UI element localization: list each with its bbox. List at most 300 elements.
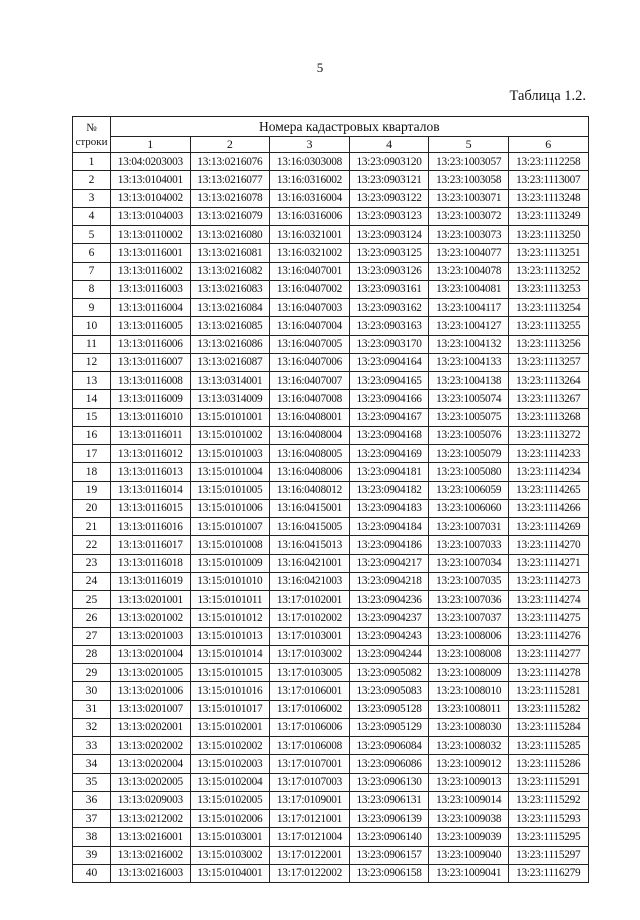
table-row [73,262,589,280]
cadastral-number-cell: 13:23:1004133 [429,353,509,371]
cadastral-number-cell: 13:13:0116003 [111,280,191,298]
cadastral-number-cell: 13:13:0201002 [111,609,191,627]
cadastral-number-cell: 13:13:0116014 [111,481,191,499]
cadastral-number-cell: 13:13:0201005 [111,664,191,682]
cadastral-number-cell: 13:13:0116002 [111,262,191,280]
cadastral-number-cell: 13:17:0106002 [270,700,350,718]
row-number-cell: 4 [73,207,111,225]
cadastral-number-cell: 13:15:0104001 [190,864,270,882]
cadastral-number-cell: 13:23:1007033 [429,536,509,554]
cadastral-number-cell: 13:23:1114276 [508,627,588,645]
cadastral-number-cell: 13:23:1006060 [429,499,509,517]
cadastral-number-cell: 13:23:0904165 [349,372,429,390]
row-number-cell: 8 [73,280,111,298]
cadastral-number-cell: 13:04:0203003 [111,153,191,171]
cadastral-number-cell: 13:16:0408012 [270,481,350,499]
cadastral-number-cell: 13:23:1003057 [429,153,509,171]
cadastral-number-cell: 13:23:1007037 [429,609,509,627]
cadastral-number-cell: 13:15:0101001 [190,408,270,426]
cadastral-number-cell: 13:23:1008032 [429,737,509,755]
row-number-cell: 29 [73,664,111,682]
cadastral-number-cell: 13:13:0216081 [190,244,270,262]
row-number-cell: 37 [73,810,111,828]
cadastral-quarters-table [72,116,589,883]
cadastral-number-cell: 13:23:0905128 [349,700,429,718]
table-row [73,189,589,207]
row-number-cell: 27 [73,627,111,645]
column-header: 1 [111,137,191,153]
cadastral-number-cell: 13:23:1115293 [508,810,588,828]
table-row [73,207,589,225]
cadastral-number-cell: 13:13:0212002 [111,810,191,828]
table-row [73,536,589,554]
cadastral-number-cell: 13:13:0202005 [111,773,191,791]
row-number-cell: 30 [73,682,111,700]
cadastral-number-cell: 13:17:0103002 [270,645,350,663]
cadastral-number-cell: 13:15:0101007 [190,518,270,536]
row-number-cell: 3 [73,189,111,207]
cadastral-number-cell: 13:23:1113255 [508,317,588,335]
cadastral-number-cell: 13:15:0101003 [190,445,270,463]
cadastral-number-cell: 13:16:0408005 [270,445,350,463]
cadastral-number-cell: 13:23:0904183 [349,499,429,517]
cadastral-number-cell: 13:23:0906131 [349,791,429,809]
row-number-cell: 32 [73,718,111,736]
cadastral-number-cell: 13:13:0116013 [111,463,191,481]
column-header: 5 [429,137,509,153]
cadastral-number-cell: 13:23:1113254 [508,299,588,317]
cadastral-number-cell: 13:23:0904181 [349,463,429,481]
cadastral-number-cell: 13:23:1009041 [429,864,509,882]
column-header: 4 [349,137,429,153]
cadastral-number-cell: 13:13:0116018 [111,554,191,572]
cadastral-number-cell: 13:13:0216082 [190,262,270,280]
cadastral-number-cell: 13:16:0407008 [270,390,350,408]
cadastral-number-cell: 13:23:1115282 [508,700,588,718]
cadastral-number-cell: 13:13:0216080 [190,226,270,244]
table-row [73,755,589,773]
table-row [73,280,589,298]
cadastral-number-cell: 13:23:0903162 [349,299,429,317]
page-number: 5 [316,60,324,75]
cadastral-number-cell: 13:23:1113249 [508,207,588,225]
table-row [73,700,589,718]
table-row [73,353,589,371]
cadastral-number-cell: 13:23:1009039 [429,828,509,846]
cadastral-number-cell: 13:13:0216002 [111,846,191,864]
cadastral-number-cell: 13:23:0904186 [349,536,429,554]
cadastral-number-cell: 13:16:0321002 [270,244,350,262]
cadastral-number-cell: 13:23:0904166 [349,390,429,408]
cadastral-number-cell: 13:23:1005076 [429,426,509,444]
cadastral-number-cell: 13:17:0122002 [270,864,350,882]
cadastral-number-cell: 13:23:0903163 [349,317,429,335]
row-number-cell: 23 [73,554,111,572]
cadastral-number-cell: 13:23:1113268 [508,408,588,426]
cadastral-number-cell: 13:23:1003073 [429,226,509,244]
cadastral-number-cell: 13:13:0216083 [190,280,270,298]
cadastral-number-cell: 13:16:0407003 [270,299,350,317]
cadastral-number-cell: 13:13:0216077 [190,171,270,189]
cadastral-number-cell: 13:23:1115291 [508,773,588,791]
cadastral-number-cell: 13:23:0903123 [349,207,429,225]
cadastral-number-cell: 13:16:0421001 [270,554,350,572]
row-number-cell: 28 [73,645,111,663]
cadastral-number-cell: 13:13:0116006 [111,335,191,353]
cadastral-number-cell: 13:15:0101011 [190,591,270,609]
row-number-cell: 7 [73,262,111,280]
cadastral-number-cell: 13:23:0906139 [349,810,429,828]
cadastral-number-cell: 13:13:0116016 [111,518,191,536]
cadastral-number-cell: 13:13:0104003 [111,207,191,225]
cadastral-number-cell: 13:23:1005074 [429,390,509,408]
cadastral-number-cell: 13:23:0906084 [349,737,429,755]
cadastral-number-cell: 13:13:0116005 [111,317,191,335]
cadastral-number-cell: 13:13:0116010 [111,408,191,426]
cadastral-number-cell: 13:23:1009013 [429,773,509,791]
table-row [73,408,589,426]
cadastral-number-cell: 13:15:0101014 [190,645,270,663]
cadastral-number-cell: 13:23:1004078 [429,262,509,280]
cadastral-number-cell: 13:23:1115285 [508,737,588,755]
cadastral-number-cell: 13:23:1005075 [429,408,509,426]
cadastral-number-cell: 13:23:1116279 [508,864,588,882]
cadastral-number-cell: 13:17:0121004 [270,828,350,846]
table-row [73,664,589,682]
cadastral-number-cell: 13:23:1112258 [508,153,588,171]
cadastral-number-cell: 13:16:0316004 [270,189,350,207]
cadastral-number-cell: 13:23:1115286 [508,755,588,773]
row-number-cell: 20 [73,499,111,517]
cadastral-number-cell: 13:13:0216084 [190,299,270,317]
cadastral-number-cell: 13:15:0102003 [190,755,270,773]
table-row [73,737,589,755]
table-row [73,846,589,864]
cadastral-number-cell: 13:13:0209003 [111,791,191,809]
cadastral-number-cell: 13:23:0906140 [349,828,429,846]
cadastral-number-cell: 13:13:0216003 [111,864,191,882]
cadastral-number-cell: 13:23:1115292 [508,791,588,809]
cadastral-number-cell: 13:23:0904218 [349,572,429,590]
cadastral-number-cell: 13:13:0216087 [190,353,270,371]
cadastral-number-cell: 13:23:1115297 [508,846,588,864]
cadastral-number-cell: 13:17:0107003 [270,773,350,791]
cadastral-number-cell: 13:17:0106008 [270,737,350,755]
cadastral-number-cell: 13:16:0415013 [270,536,350,554]
cadastral-number-cell: 13:23:1004117 [429,299,509,317]
table-row [73,299,589,317]
cadastral-number-cell: 13:13:0116017 [111,536,191,554]
cadastral-number-cell: 13:23:0903120 [349,153,429,171]
cadastral-number-cell: 13:16:0415001 [270,499,350,517]
cadastral-number-cell: 13:13:0116011 [111,426,191,444]
cadastral-number-cell: 13:17:0106006 [270,718,350,736]
row-number-cell: 36 [73,791,111,809]
cadastral-number-cell: 13:23:1008011 [429,700,509,718]
cadastral-number-cell: 13:23:0906130 [349,773,429,791]
cadastral-number-cell: 13:23:1113256 [508,335,588,353]
cadastral-number-cell: 13:17:0103005 [270,664,350,682]
cadastral-number-cell: 13:15:0101004 [190,463,270,481]
cadastral-number-cell: 13:16:0407002 [270,280,350,298]
column-header: 6 [508,137,588,153]
cadastral-number-cell: 13:23:0904237 [349,609,429,627]
cadastral-number-cell: 13:15:0103001 [190,828,270,846]
table-row [73,317,589,335]
cadastral-number-cell: 13:23:1114275 [508,609,588,627]
table-row [73,864,589,882]
row-number-cell: 11 [73,335,111,353]
cadastral-number-cell: 13:23:1007036 [429,591,509,609]
cadastral-number-cell: 13:17:0102001 [270,591,350,609]
cadastral-number-cell: 13:23:1113250 [508,226,588,244]
cadastral-number-cell: 13:15:0101008 [190,536,270,554]
cadastral-number-cell: 13:13:0201003 [111,627,191,645]
cadastral-number-cell: 13:23:1115281 [508,682,588,700]
row-number-cell: 38 [73,828,111,846]
cadastral-number-cell: 13:23:1113007 [508,171,588,189]
cadastral-number-cell: 13:23:1008006 [429,627,509,645]
cadastral-number-cell: 13:23:1114273 [508,572,588,590]
cadastral-number-cell: 13:13:0116004 [111,299,191,317]
table-body [73,153,589,883]
row-number-cell: 22 [73,536,111,554]
row-number-cell: 1 [73,153,111,171]
cadastral-number-cell: 13:23:0903121 [349,171,429,189]
cadastral-number-cell: 13:23:1004138 [429,372,509,390]
cadastral-number-cell: 13:23:1113272 [508,426,588,444]
cadastral-number-cell: 13:23:1003072 [429,207,509,225]
cadastral-number-cell: 13:15:0101009 [190,554,270,572]
cadastral-number-cell: 13:23:0904184 [349,518,429,536]
cadastral-number-cell: 13:23:1003071 [429,189,509,207]
table-row [73,627,589,645]
cadastral-number-cell: 13:17:0122001 [270,846,350,864]
group-header: Номера кадастровых кварталов [111,117,589,137]
cadastral-number-cell: 13:23:1113264 [508,372,588,390]
cadastral-number-cell: 13:23:1009014 [429,791,509,809]
cadastral-number-cell: 13:15:0101006 [190,499,270,517]
table-row [73,499,589,517]
cadastral-number-cell: 13:23:0904164 [349,353,429,371]
cadastral-number-cell: 13:15:0101016 [190,682,270,700]
cadastral-number-cell: 13:23:1113253 [508,280,588,298]
row-number-header [73,117,111,153]
cadastral-number-cell: 13:16:0303008 [270,153,350,171]
row-number-cell: 25 [73,591,111,609]
cadastral-number-cell: 13:13:0216076 [190,153,270,171]
row-number-cell: 5 [73,226,111,244]
cadastral-number-cell: 13:13:0314009 [190,390,270,408]
cadastral-number-cell: 13:23:1114233 [508,445,588,463]
row-number-cell: 15 [73,408,111,426]
cadastral-number-cell: 13:23:0903122 [349,189,429,207]
cadastral-number-cell: 13:23:1114266 [508,499,588,517]
cadastral-number-cell: 13:23:1003058 [429,171,509,189]
cadastral-number-cell: 13:16:0408004 [270,426,350,444]
cadastral-number-cell: 13:15:0102006 [190,810,270,828]
row-number-cell: 9 [73,299,111,317]
cadastral-number-cell: 13:17:0102002 [270,609,350,627]
cadastral-number-cell: 13:13:0216001 [111,828,191,846]
table-row [73,591,589,609]
table-row [73,226,589,244]
cadastral-number-cell: 13:23:0904243 [349,627,429,645]
cadastral-number-cell: 13:15:0102005 [190,791,270,809]
table-row [73,153,589,171]
cadastral-number-cell: 13:16:0407006 [270,353,350,371]
column-header: 3 [270,137,350,153]
cadastral-number-cell: 13:16:0407007 [270,372,350,390]
cadastral-number-cell: 13:23:0906158 [349,864,429,882]
cadastral-number-cell: 13:13:0116007 [111,353,191,371]
cadastral-number-cell: 13:13:0202004 [111,755,191,773]
row-number-cell: 40 [73,864,111,882]
cadastral-number-cell: 13:23:1114265 [508,481,588,499]
row-number-cell: 10 [73,317,111,335]
row-number-cell: 2 [73,171,111,189]
cadastral-number-cell: 13:15:0101012 [190,609,270,627]
cadastral-number-cell: 13:15:0102002 [190,737,270,755]
cadastral-number-cell: 13:23:0905129 [349,718,429,736]
table-caption: Таблица 1.2. [509,88,586,104]
cadastral-number-cell: 13:23:0903161 [349,280,429,298]
row-number-cell: 39 [73,846,111,864]
cadastral-number-cell: 13:23:0904167 [349,408,429,426]
cadastral-number-cell: 13:23:1006059 [429,481,509,499]
cadastral-number-cell: 13:23:1113251 [508,244,588,262]
row-number-cell: 21 [73,518,111,536]
cadastral-number-cell: 13:16:0407001 [270,262,350,280]
row-number-cell: 6 [73,244,111,262]
cadastral-number-cell: 13:16:0408006 [270,463,350,481]
row-number-cell: 35 [73,773,111,791]
cadastral-number-cell: 13:23:0903125 [349,244,429,262]
row-number-cell: 12 [73,353,111,371]
cadastral-number-cell: 13:23:1115295 [508,828,588,846]
cadastral-number-cell: 13:13:0116019 [111,572,191,590]
cadastral-number-cell: 13:13:0216085 [190,317,270,335]
cadastral-number-cell: 13:13:0314001 [190,372,270,390]
cadastral-number-cell: 13:23:0903170 [349,335,429,353]
cadastral-number-cell: 13:17:0109001 [270,791,350,809]
cadastral-number-cell: 13:23:0904168 [349,426,429,444]
cadastral-number-cell: 13:23:1004127 [429,317,509,335]
cadastral-number-cell: 13:23:0903126 [349,262,429,280]
cadastral-number-cell: 13:13:0201007 [111,700,191,718]
row-number-cell: 33 [73,737,111,755]
cadastral-number-cell: 13:23:0904236 [349,591,429,609]
cadastral-number-cell: 13:13:0116015 [111,499,191,517]
cadastral-number-cell: 13:23:1007031 [429,518,509,536]
cadastral-number-cell: 13:23:0904217 [349,554,429,572]
cadastral-number-cell: 13:15:0101017 [190,700,270,718]
cadastral-number-cell: 13:23:0904182 [349,481,429,499]
cadastral-number-cell: 13:23:0906157 [349,846,429,864]
table-row [73,426,589,444]
row-number-header-line2: строки [75,135,108,148]
cadastral-number-cell: 13:16:0421003 [270,572,350,590]
cadastral-number-cell: 13:13:0110002 [111,226,191,244]
cadastral-number-cell: 13:23:1114234 [508,463,588,481]
table-row [73,335,589,353]
table-row [73,773,589,791]
cadastral-number-cell: 13:15:0102001 [190,718,270,736]
table-row [73,645,589,663]
row-number-cell: 34 [73,755,111,773]
table-row [73,171,589,189]
cadastral-number-cell: 13:23:0903124 [349,226,429,244]
cadastral-number-cell: 13:23:1008008 [429,645,509,663]
table-row [73,609,589,627]
cadastral-number-cell: 13:17:0106001 [270,682,350,700]
cadastral-number-cell: 13:13:0201001 [111,591,191,609]
cadastral-number-cell: 13:23:1009040 [429,846,509,864]
cadastral-number-cell: 13:23:1115284 [508,718,588,736]
cadastral-number-cell: 13:13:0201006 [111,682,191,700]
cadastral-number-cell: 13:13:0116012 [111,445,191,463]
row-number-cell: 13 [73,372,111,390]
cadastral-number-cell: 13:13:0104001 [111,171,191,189]
cadastral-number-cell: 13:23:1009012 [429,755,509,773]
cadastral-number-cell: 13:23:1113267 [508,390,588,408]
cadastral-number-cell: 13:23:1005079 [429,445,509,463]
cadastral-number-cell: 13:17:0103001 [270,627,350,645]
cadastral-number-cell: 13:13:0202001 [111,718,191,736]
table-row [73,390,589,408]
table-row [73,244,589,262]
cadastral-number-cell: 13:23:1114274 [508,591,588,609]
cadastral-number-cell: 13:23:1005080 [429,463,509,481]
cadastral-number-cell: 13:23:1004077 [429,244,509,262]
cadastral-number-cell: 13:23:1113257 [508,353,588,371]
row-number-cell: 24 [73,572,111,590]
row-number-cell: 14 [73,390,111,408]
column-header: 2 [190,137,270,153]
cadastral-number-cell: 13:13:0201004 [111,645,191,663]
row-number-cell: 18 [73,463,111,481]
cadastral-number-cell: 13:13:0116009 [111,390,191,408]
cadastral-number-cell: 13:23:1113252 [508,262,588,280]
cadastral-number-cell: 13:23:1008010 [429,682,509,700]
cadastral-number-cell: 13:23:1008009 [429,664,509,682]
cadastral-number-cell: 13:13:0116001 [111,244,191,262]
table-row [73,810,589,828]
row-number-header-line1: № [86,121,97,134]
cadastral-number-cell: 13:13:0216078 [190,189,270,207]
cadastral-number-cell: 13:23:0906086 [349,755,429,773]
cadastral-number-cell: 13:15:0101013 [190,627,270,645]
cadastral-number-cell: 13:23:0905083 [349,682,429,700]
cadastral-number-cell: 13:17:0121001 [270,810,350,828]
cadastral-number-cell: 13:23:1009038 [429,810,509,828]
cadastral-number-cell: 13:23:1114271 [508,554,588,572]
cadastral-number-cell: 13:15:0101005 [190,481,270,499]
cadastral-number-cell: 13:16:0316002 [270,171,350,189]
cadastral-number-cell: 13:23:1004132 [429,335,509,353]
cadastral-number-cell: 13:16:0407004 [270,317,350,335]
table-row [73,572,589,590]
cadastral-number-cell: 13:23:1007035 [429,572,509,590]
table-row [73,372,589,390]
cadastral-number-cell: 13:16:0408001 [270,408,350,426]
cadastral-number-cell: 13:13:0202002 [111,737,191,755]
cadastral-number-cell: 13:13:0216086 [190,335,270,353]
table-row [73,481,589,499]
table-row [73,463,589,481]
cadastral-number-cell: 13:23:1114277 [508,645,588,663]
table-row [73,445,589,463]
